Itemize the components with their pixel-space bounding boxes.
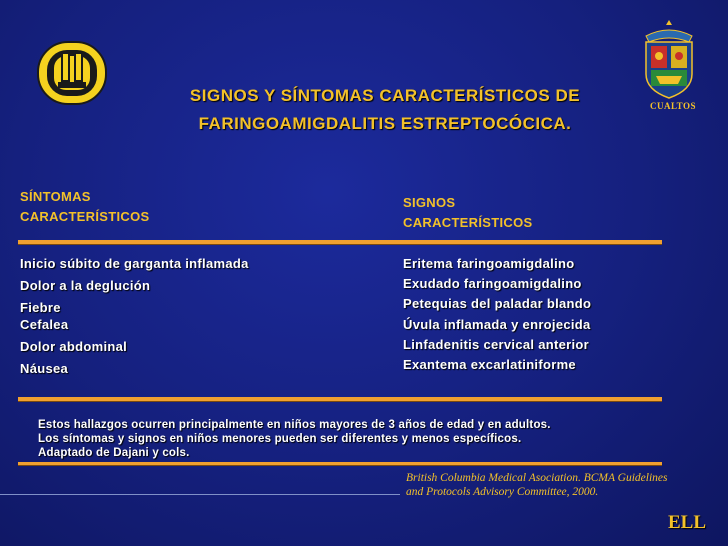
symptoms-header: SÍNTOMAS CARACTERÍSTICOS bbox=[20, 189, 150, 224]
sign-item: Linfadenitis cervical anterior bbox=[403, 337, 590, 352]
divider-top bbox=[18, 240, 662, 244]
university-logo bbox=[36, 40, 108, 106]
symptom-item: Náusea bbox=[20, 361, 69, 376]
note-line: Estos hallazgos ocurren principalmente en niños mayores de 3 años de edad y en adultos. bbox=[38, 419, 551, 431]
symptom-item: Inicio súbito de garganta inflamada bbox=[20, 256, 249, 271]
sign-item: Exantema excarlatiniforme bbox=[403, 357, 576, 372]
symptom-item: Dolor abdominal bbox=[20, 339, 128, 354]
sign-item: Exudado faringoamigdalino bbox=[403, 276, 582, 291]
sign-item: Petequias del paladar blando bbox=[403, 296, 592, 311]
symptom-item: Dolor a la deglución bbox=[20, 278, 151, 293]
signs-header: SIGNOS CARACTERÍSTICOS bbox=[403, 195, 533, 230]
note-line: Adaptado de Dajani y cols. bbox=[38, 447, 190, 459]
separator-line bbox=[0, 494, 400, 495]
citation: British Columbia Medical Asociation. BCMA Guidelines and Protocols Advisory Committee, 2000. bbox=[406, 472, 668, 498]
page-title bbox=[100, 82, 670, 138]
sign-item: Úvula inflamada y enrojecida bbox=[403, 317, 591, 332]
symptom-item: Cefalea bbox=[20, 317, 69, 332]
sign-item: Eritema faringoamigdalino bbox=[403, 256, 575, 271]
divider-bottom bbox=[18, 397, 662, 401]
author-initials: ELL bbox=[668, 512, 707, 533]
crest-label: CUALTOS bbox=[650, 101, 697, 111]
divider-notes bbox=[18, 462, 662, 465]
note-line: Los síntomas y signos en niños menores pueden ser diferentes y menos específicos. bbox=[38, 433, 522, 445]
symptom-item: Fiebre bbox=[20, 300, 61, 315]
title-line-1: SIGNOS Y SÍNTOMAS CARACTERÍSTICOS DE bbox=[189, 86, 581, 105]
title-line-2: FARINGOAMIGDALITIS ESTREPTOCÓCICA. bbox=[198, 114, 572, 133]
